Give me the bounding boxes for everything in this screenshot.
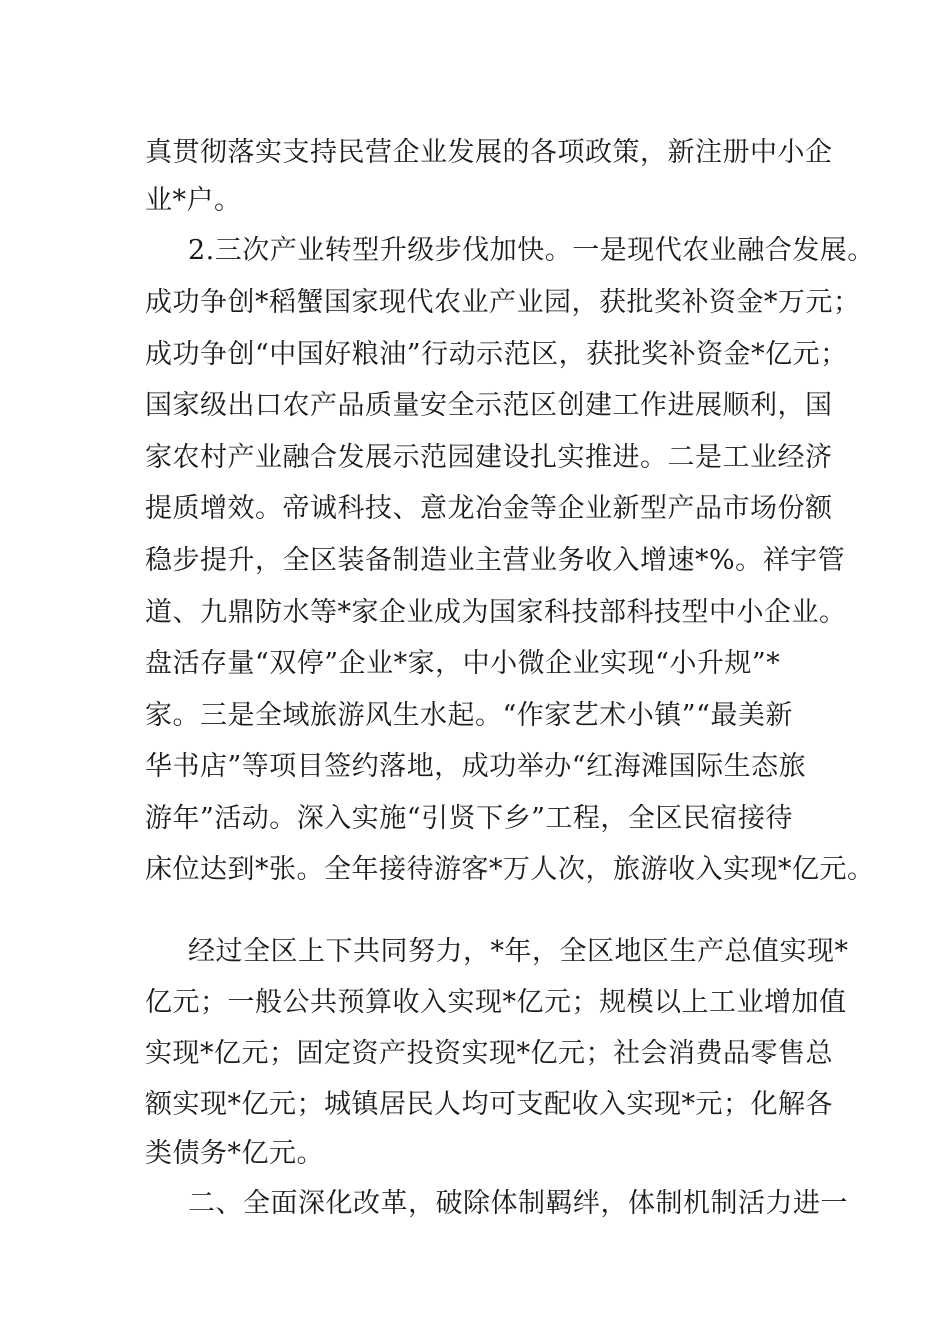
text-line: 实现*亿元；固定资产投资实现*亿元；社会消费品零售总	[145, 1038, 833, 1069]
section-heading: 二、全面深化改革，破除体制羁绊，体制机制活力进一	[188, 1188, 848, 1219]
text-line: 家。三是全域旅游风生水起。“作家艺术小镇”“最美新	[145, 700, 793, 731]
text-line: 华书店”等项目签约落地，成功举办“红海滩国际生态旅	[145, 751, 807, 782]
text-line: 稳步提升，全区装备制造业主营业务收入增速*%。祥宇管	[145, 545, 846, 576]
text-line: 经过全区上下共同努力，*年，全区地区生产总值实现*	[188, 936, 849, 967]
text-line: 成功争创“中国好粮油”行动示范区，获批奖补资金*亿元；	[145, 339, 848, 370]
text-line: 2.三次产业转型升级步伐加快。一是现代农业融合发展。	[188, 235, 875, 266]
text-line: 盘活存量“双停”企业*家，中小微企业实现“小升规”*	[145, 648, 781, 679]
text-line: 床位达到*张。全年接待游客*万人次，旅游收入实现*亿元。	[145, 854, 875, 885]
text-line: 道、九鼎防水等*家企业成为国家科技部科技型中小企业。	[145, 597, 847, 628]
text-line: 家农村产业融合发展示范园建设扎实推进。二是工业经济	[145, 442, 833, 473]
text-line: 游年”活动。深入实施“引贤下乡”工程，全区民宿接待	[145, 803, 793, 834]
text-line: 亿元；一般公共预算收入实现*亿元；规模以上工业增加值	[145, 987, 847, 1018]
text-line: 国家级出口农产品质量安全示范区创建工作进展顺利，国	[145, 390, 833, 421]
text-line: 额实现*亿元；城镇居民人均可支配收入实现*元；化解各	[145, 1089, 833, 1120]
text-line: 业*户。	[145, 185, 242, 216]
text-line: 提质增效。帝诚科技、意龙冶金等企业新型产品市场份额	[145, 493, 833, 524]
text-line: 类债务*亿元。	[145, 1138, 324, 1169]
text-line: 真贯彻落实支持民营企业发展的各项政策，新注册中小企	[145, 137, 833, 168]
text-line: 成功争创*稻蟹国家现代农业产业园，获批奖补资金*万元；	[145, 287, 861, 318]
